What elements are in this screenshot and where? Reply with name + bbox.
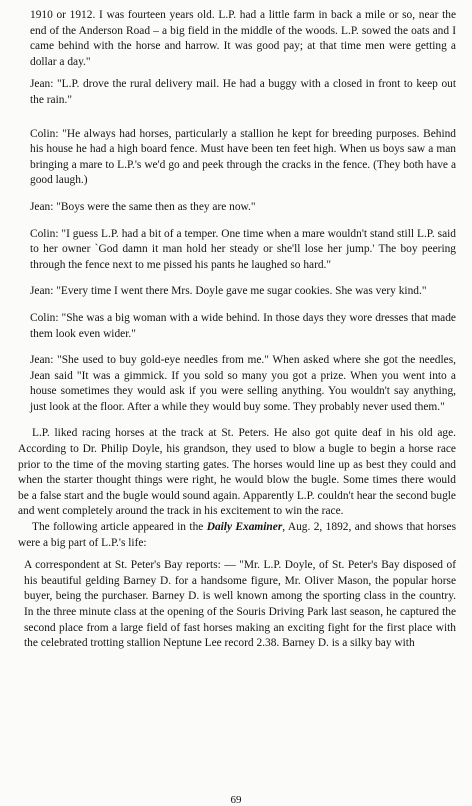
interview-section	[18, 8, 456, 415]
paragraph-article-intro	[18, 520, 456, 551]
paragraph-jean-cookies: Jean: "Every time I went there Mrs. Doyle gave me sugar cookies. She was very kind."	[30, 285, 427, 298]
paragraph-colin-temper: Colin: "I guess L.P. had a bit of a temper. One time when a mare wouldn't stand still L.P. said to her owner `God damn it man hold her steady or she'll lose her jump.' The boy peering through the fence next to me pissed his pants he laughed so hard."	[30, 227, 456, 271]
paragraph-continuation: 1910 or 1912. I was fourteen years old. L.P. had a little farm in back a mile or so, near the end of the Anderson Road – a big field in the middle of the woods. L.P. sowed the oats and I came behind with the horse and harrow. It was good pay; at that time men were getting a dollar a day."	[30, 9, 456, 68]
article-intro-text: The following article appeared in the	[32, 521, 207, 534]
article-intro-date: , Aug. 2, 1892, and shows that horses were a big part of L.P.'s life:	[18, 521, 457, 549]
page-number: 69	[230, 794, 242, 806]
paragraph-jean-needles: Jean: "She used to buy gold-eye needles from me." When asked where she got the needles, Jean said "It was a gimmick. If you sold so many you got a prize. When you went into a house sometimes they would ask if you were selling anything. You wouldn't say anything, just look at the floor. After a while they would buy some. They probably never used them."	[30, 354, 456, 413]
paragraph-colin-mrs-doyle: Colin: "She was a big woman with a wide behind. In those days they wore dresses that made them look even wider."	[30, 311, 456, 340]
paragraph-horse-racing: L.P. liked racing horses at the track at St. Peters. He also got quite deaf in his old age. According to Dr. Philip Doyle, his grandson, they used to blow a bugle to begin a horse race prior to the time of the moving starting gates. The horses would line up as best they could and when the starter thought things were right, he would blow the bugle. Some times there would be a false start and the bugle would sound again. Apparently L.P. couldn't hear the second bugle and went completely around the track in his excitement to win the race.	[18, 427, 456, 518]
newspaper-title: Daily Examiner	[206, 521, 283, 534]
paragraph-jean-mail: Jean: "L.P. drove the rural delivery mail. He had a buggy with a closed in front to keep out the rain."	[30, 78, 456, 106]
paragraph-jean-boys: Jean: "Boys were the same then as they are now."	[30, 200, 256, 213]
paragraph-colin-horses: Colin: "He always had horses, particularly a stallion he kept for breeding purposes. Behind his house he had a high board fence. Must have been ten feet high. When us boys saw a man bringing a mare to L.P.'s we'd go and peek through the cracks in the fence. (They both have a good laugh.)	[30, 127, 456, 187]
paragraph-article-quote: A correspondent at St. Peter's Bay reports: — "Mr. L.P. Doyle, of St. Peter's Bay disposed of his beautiful gelding Barney D. for a handsome figure, Mr. Oliver Mason, the popular horse buyer, being the purchaser. Barney D. is well known among the sporting class in the country. In the three minute class at the opening of the Souris Driving Park last season, he captured the second place from a large field of fast horses making an exciting fight for the first place with the celebrated trotting stallion Neptune Lee record 2.38. Barney D. is a silky bay with	[24, 559, 456, 650]
